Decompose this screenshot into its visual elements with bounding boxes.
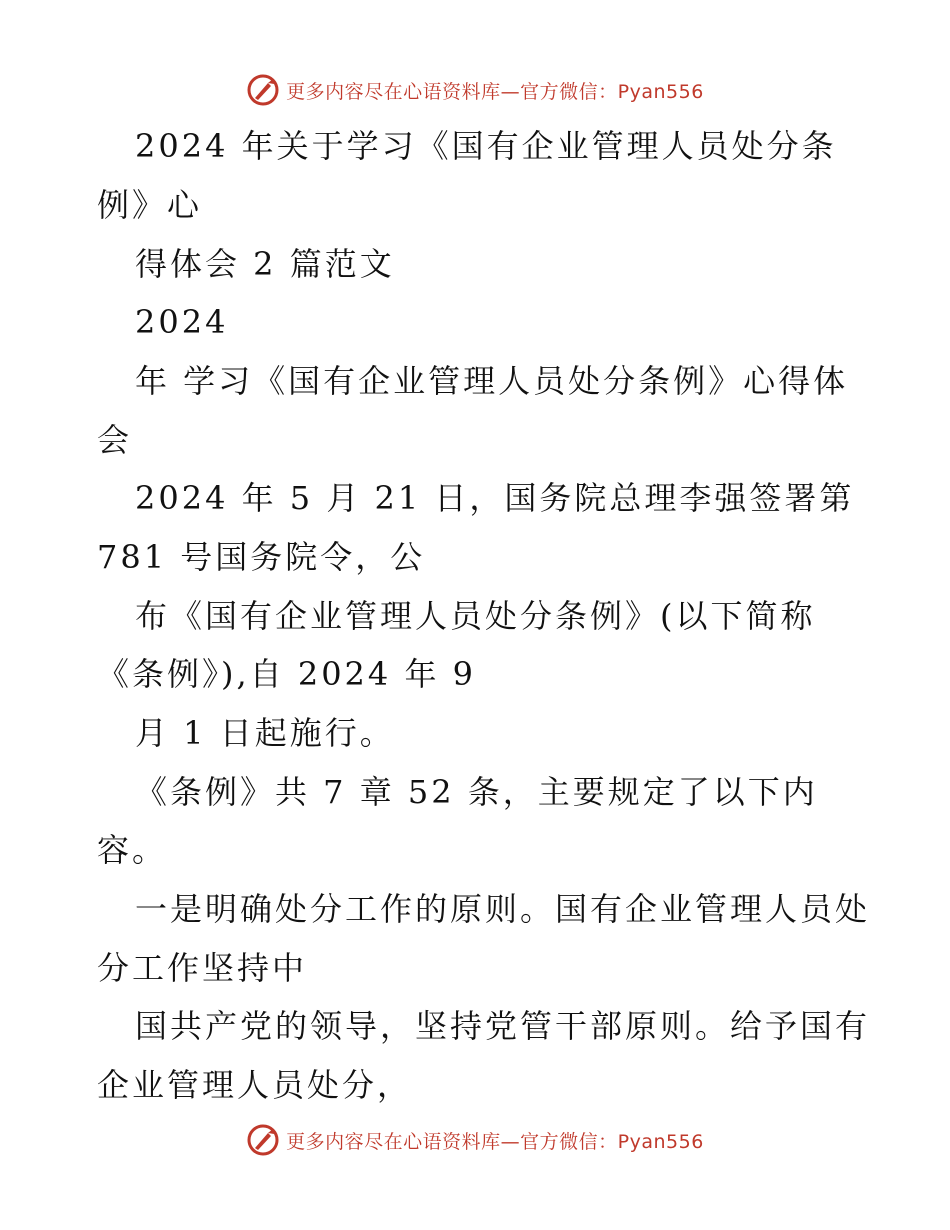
- title-line-3: 得体会 2 篇范文: [135, 245, 395, 283]
- text-line: 2024 年 5 月 21 日，国务院总理李强签署第: [135, 479, 855, 517]
- text-line: 《条例》共 7 章 52 条，主要规定了以下内: [135, 773, 818, 811]
- text-line: 781 号国务院令，公: [97, 538, 426, 576]
- watermark-text: 更多内容尽在心语资料库—官方微信：Pyan556: [286, 80, 704, 103]
- quill-pen-icon: [246, 1123, 280, 1157]
- watermark-text: 更多内容尽在心语资料库—官方微信：Pyan556: [286, 1130, 704, 1153]
- title-line-2: 例》心: [97, 186, 203, 224]
- text-line: 《条例》),自 2024 年 9: [97, 655, 476, 693]
- text-line: 分工作坚持中: [97, 949, 308, 987]
- text-line: 2024: [135, 303, 229, 341]
- text-line: 月 1 日起施行。: [135, 714, 395, 752]
- text-line: 企业管理人员处分，: [97, 1066, 413, 1104]
- title-line-1: 2024 年关于学习《国有企业管理人员处分条: [135, 127, 837, 165]
- text-line: 国共产党的领导，坚持党管干部原则。给予国有: [135, 1007, 871, 1045]
- footer-watermark: [0, 1120, 950, 1160]
- text-line: 容。: [97, 831, 168, 869]
- text-line: 年 学习《国有企业管理人员处分条例》心得体: [135, 362, 849, 400]
- text-line: 一是明确处分工作的原则。国有企业管理人员处: [135, 890, 871, 928]
- text-line: 会: [97, 421, 133, 459]
- text-line: 布《国有企业管理人员处分条例》(以下简称: [135, 597, 816, 635]
